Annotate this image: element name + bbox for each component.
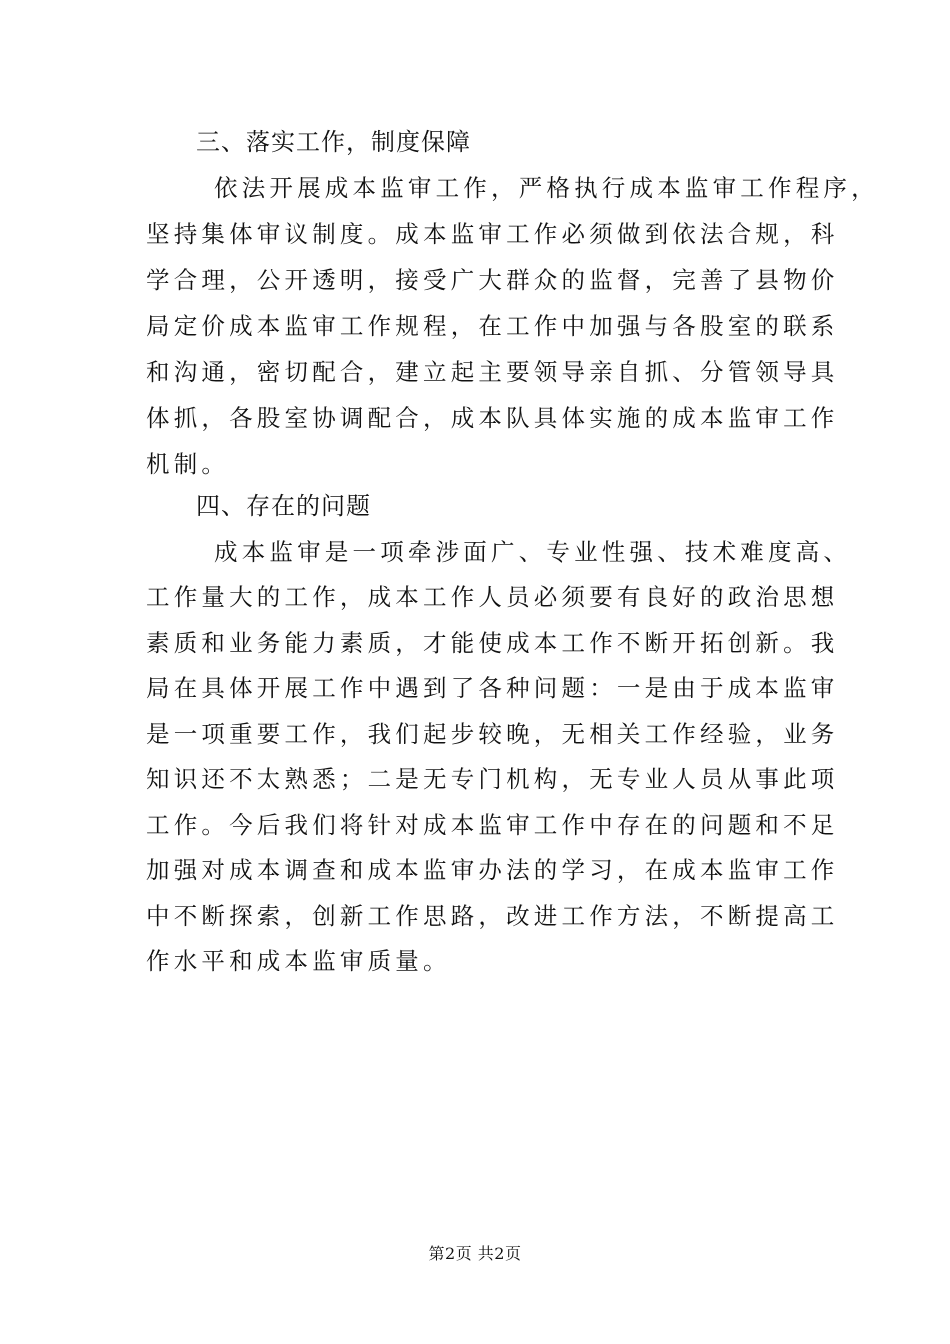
section-3-line: 坚持集体审议制度。成本监审工作必须做到依法合规，科 <box>146 220 839 248</box>
section-4-line: 加强对成本调查和成本监审办法的学习，在成本监审工作 <box>146 856 839 884</box>
section-4-line: 工作量大的工作，成本工作人员必须要有良好的政治思想 <box>146 583 839 611</box>
section-3-line: 体抓，各股室协调配合，成本队具体实施的成本监审工作 <box>146 404 839 432</box>
section-4-line: 素质和业务能力素质，才能使成本工作不断开拓创新。我 <box>146 629 839 657</box>
section-3-line: 机制。 <box>146 450 230 478</box>
page-footer: 第2页 共2页 <box>428 1244 522 1263</box>
section-4-heading: 四、存在的问题 <box>196 492 371 520</box>
section-3-line: 依法开展成本监审工作，严格执行成本监审工作程序， <box>214 174 879 202</box>
section-4-line: 是一项重要工作，我们起步较晚，无相关工作经验，业务 <box>146 720 839 748</box>
section-4-line: 中不断探索，创新工作思路，改进工作方法，不断提高工 <box>146 902 839 930</box>
section-3-heading: 三、落实工作，制度保障 <box>196 128 471 156</box>
section-4-line: 作水平和成本监审质量。 <box>146 947 451 975</box>
section-3-line: 学合理，公开透明，接受广大群众的监督，完善了县物价 <box>146 266 839 294</box>
section-3-line: 局定价成本监审工作规程，在工作中加强与各股室的联系 <box>146 312 839 340</box>
section-4-line: 成本监审是一项牵涉面广、专业性强、技术难度高、 <box>214 538 852 566</box>
section-4-line: 工作。今后我们将针对成本监审工作中存在的问题和不足 <box>146 811 839 839</box>
section-4-line: 局在具体开展工作中遇到了各种问题：一是由于成本监审 <box>146 674 839 702</box>
section-4-line: 知识还不太熟悉；二是无专门机构，无专业人员从事此项 <box>146 765 839 793</box>
section-3-line: 和沟通，密切配合，建立起主要领导亲自抓、分管领导具 <box>146 358 839 386</box>
